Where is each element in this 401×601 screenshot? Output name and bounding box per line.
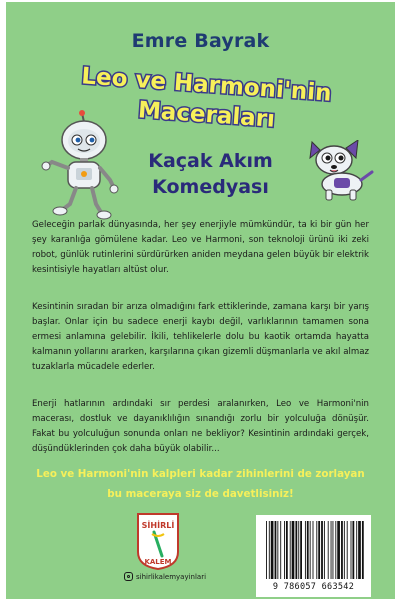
- barcode-bar: [331, 521, 332, 579]
- barcode-bar: [328, 521, 329, 579]
- barcode-bar: [351, 521, 352, 579]
- barcode-bar: [341, 521, 343, 579]
- title-line-1: Leo ve Harmoni'nin: [80, 63, 333, 107]
- barcode-bar: [324, 521, 325, 579]
- isbn-barcode: [256, 515, 371, 597]
- barcode-bar: [333, 521, 334, 579]
- barcode-bar: [344, 521, 345, 579]
- back-cover: [6, 2, 395, 599]
- instagram-handle: sihirlikalemyayinlari: [136, 572, 207, 581]
- barcode-bar: [269, 521, 270, 579]
- barcode-bar: [284, 521, 285, 579]
- barcode-bar: [347, 521, 348, 579]
- barcode-bar: [305, 521, 306, 579]
- barcode-bar: [318, 521, 320, 579]
- barcode-bar: [271, 521, 274, 579]
- barcode-bar: [275, 521, 277, 579]
- barcode-bar: [310, 521, 311, 579]
- blurb-paragraph-3: Enerji hatlarının ardındaki sır perdesi aralanırken, Leo ve Harmoni'nin macerası, dostluk ve dayanıklılığın sınandığı zorlu bir yolculuğa dönüşür. Fakat bu yolculuğun sonunda onları ne bekliyor? Kesintinin ardındaki gerçek, düşündüklerinden çok daha büyük olabilir...: [32, 399, 369, 455]
- subtitle-line-1: Kaçak Akım: [148, 150, 273, 172]
- title-line-2: Maceraları: [137, 97, 276, 133]
- barcode-bar: [277, 521, 278, 579]
- logo-text-bottom: KALEM: [144, 558, 172, 566]
- instagram-icon: [124, 572, 133, 581]
- barcode-bar: [266, 521, 267, 579]
- instagram-credit: [124, 572, 206, 581]
- blurb-paragraph-2: Kesintinin sıradan bir arıza olmadığını fark ettiklerinde, zamana karşı bir yarış başlar. Onlar için bu sadece enerji kaybı değil, varlıklarının tamamen sona ermesi anlamına gelebilir. İkili, tehlikelerle dolu bu kaotik ortamda hayatta kalmanın yollarını ararken, karşılarına çıkan gizemli düşmanlarla ve akıl almaz tuzaklarla mücadele ederler.: [32, 302, 369, 373]
- barcode-bar: [307, 521, 309, 579]
- barcode-bar: [362, 521, 364, 579]
- barcode-bar: [352, 521, 354, 579]
- barcode-bar: [286, 521, 288, 579]
- barcode-bar: [300, 521, 302, 579]
- barcode-bar: [316, 521, 317, 579]
- barcode-bar: [356, 521, 357, 579]
- barcode-bar: [290, 521, 291, 579]
- barcode-bar: [337, 521, 340, 579]
- author-name: Emre Bayrak: [131, 30, 270, 52]
- barcode-bar: [298, 521, 299, 579]
- closing-invitation: Leo ve Harmoni'nin kalpleri kadar zihinlerini de zorlayan bu maceraya siz de davetlisiniz!: [36, 468, 365, 500]
- logo-text-top: SİHİRLİ: [141, 521, 175, 530]
- subtitle-line-2: Komedyası: [152, 176, 269, 198]
- publisher-logo: [134, 512, 182, 570]
- barcode-bar: [321, 521, 323, 579]
- blurb-paragraph-1: Geleceğin parlak dünyasında, her şey enerjiyle mümkündür, ta ki bir gün her şey karanlığa gömülene kadar. Leo ve Harmoni, son teknoloji ürünü iki zeki robot, günlük rutinlerini sürdürürken aniden meydana gelen büyük bir elektrik kesintisiyle hayatları altüst olur.: [32, 220, 369, 276]
- barcode-bar: [292, 521, 295, 579]
- isbn-number: 9 786057 663542: [272, 582, 355, 592]
- barcode-bar: [335, 521, 336, 579]
- barcode-bars: [256, 515, 371, 581]
- barcode-bar: [295, 521, 297, 579]
- barcode-bar: [280, 521, 281, 579]
- barcode-bar: [358, 521, 361, 579]
- barcode-bar: [313, 521, 314, 579]
